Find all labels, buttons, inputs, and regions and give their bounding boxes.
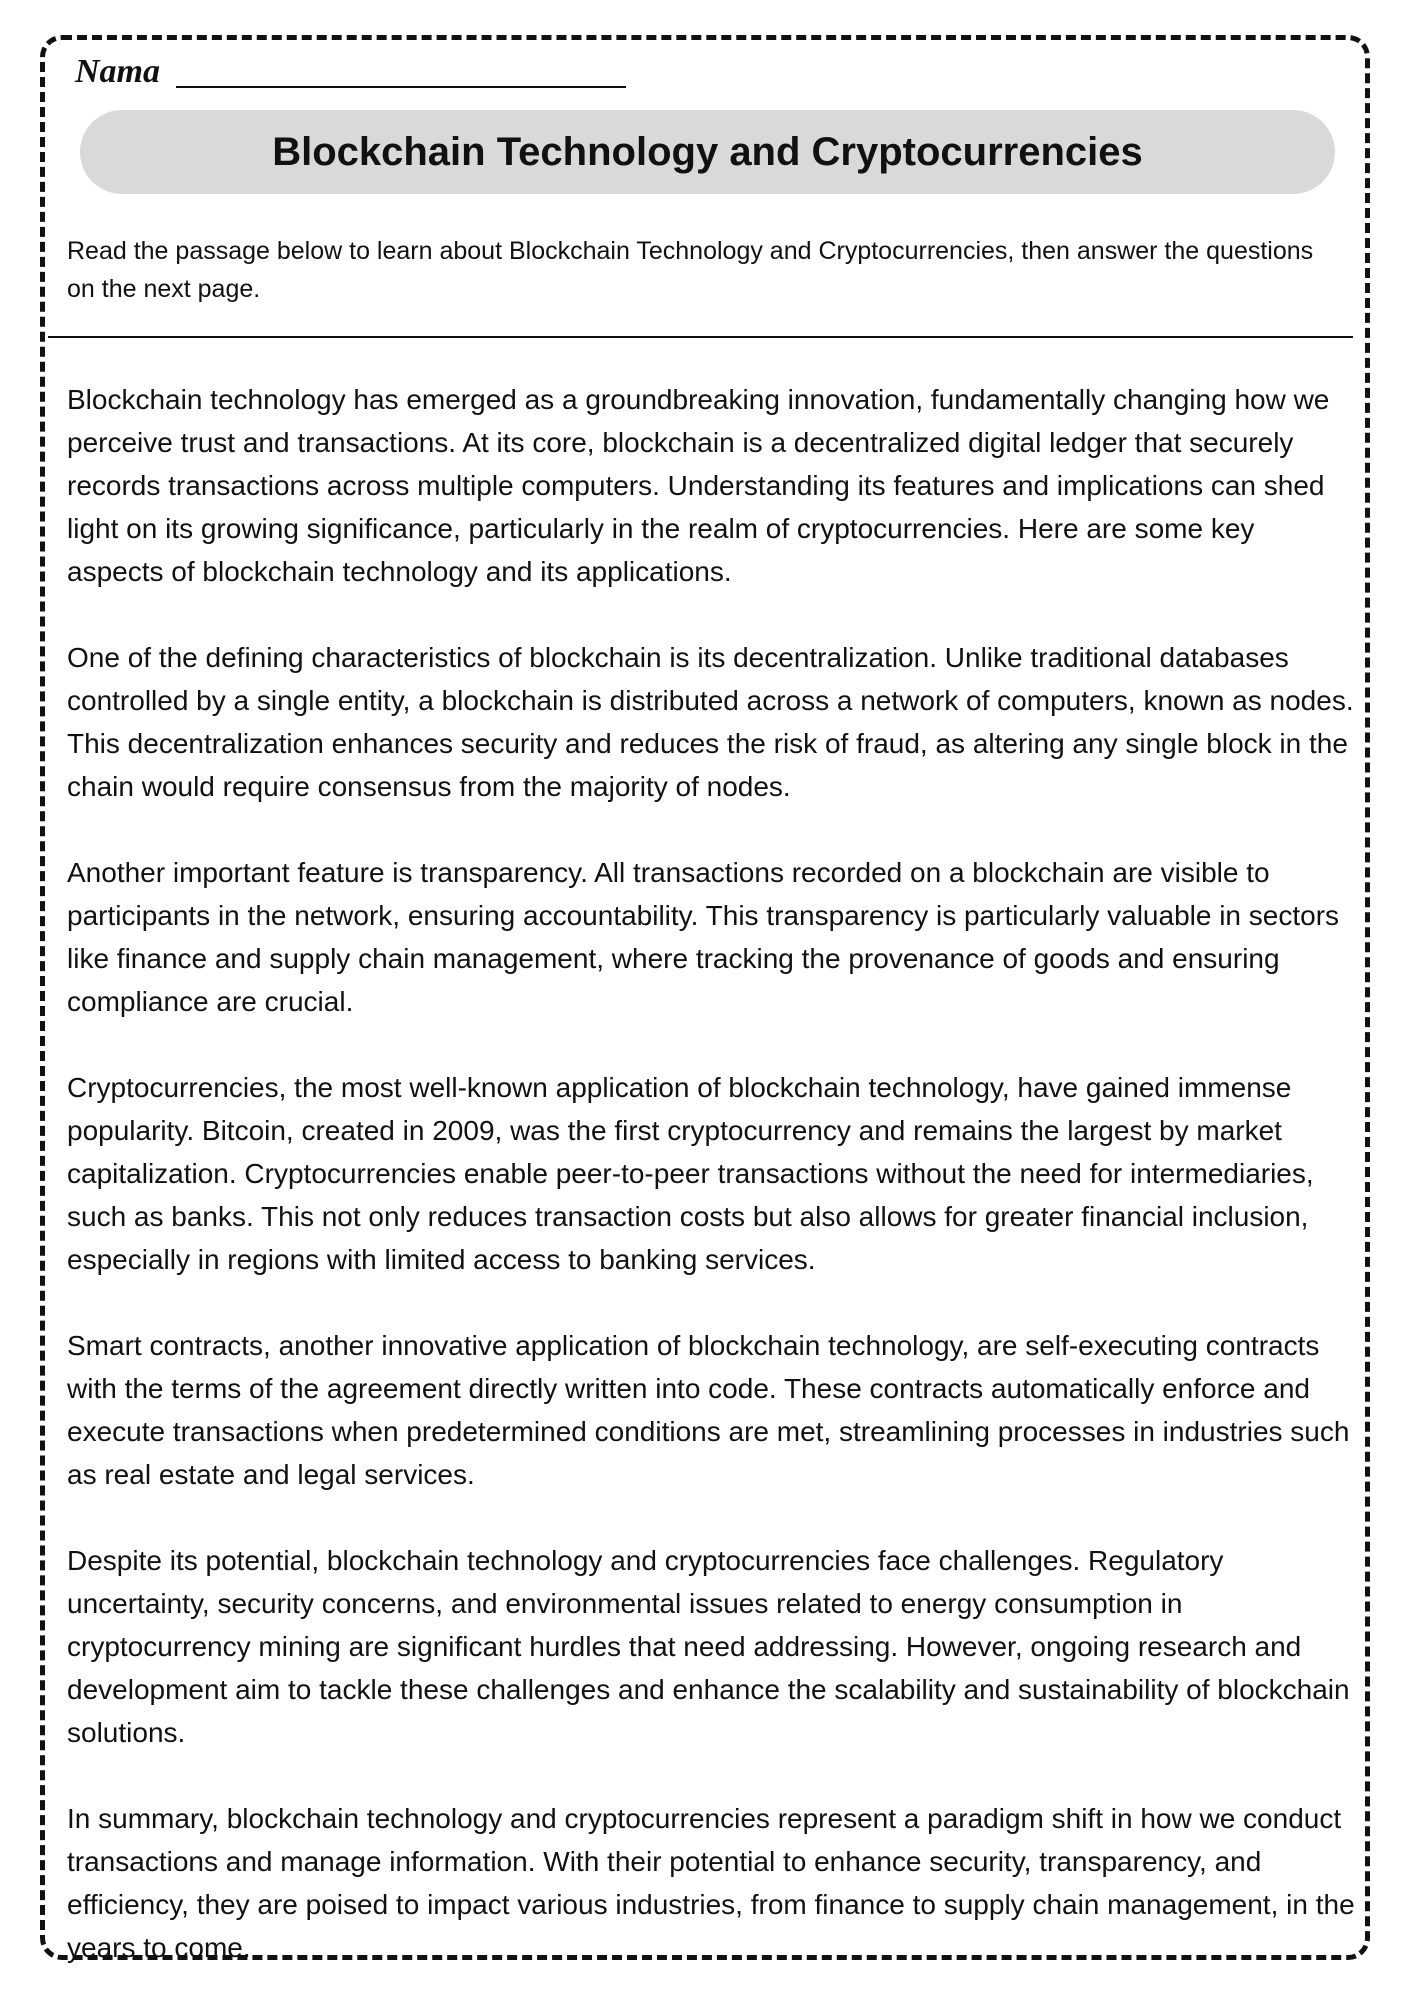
name-field-line[interactable] — [176, 86, 626, 88]
title-banner — [80, 110, 1335, 194]
passage-paragraph: Smart contracts, another innovative application of blockchain technology, are self-executing contracts with the terms of the agreement directly written into code. These contracts automatically enforce and execute transactions when predetermined conditions are met, streamlining processes in industries such as real estate and legal services. — [67, 1330, 1350, 1490]
reading-passage — [67, 378, 1357, 2012]
passage-paragraph: One of the defining characteristics of blockchain is its decentralization. Unlike traditional databases controlled by a single entity, a blockchain is distributed across a network of computers, known as nodes. This decentralization enhances security and reduces the risk of fraud, as altering any single block in the chain would require consensus from the majority of nodes. — [67, 642, 1354, 802]
passage-paragraph: In summary, blockchain technology and cryptocurrencies represent a paradigm shift in how we conduct transactions and manage information. With their potential to enhance security, transparency, and efficiency, they are poised to impact various industries, from finance to supply chain management, in the years to come. — [67, 1803, 1355, 1963]
name-label: Nama — [75, 53, 160, 90]
passage-paragraph: Cryptocurrencies, the most well-known application of blockchain technology, have gained immense popularity. Bitcoin, created in 2009, was the first cryptocurrency and remains the largest by market capitalization. Cryptocurrencies enable peer-to-peer transactions without the need for intermediaries, such as banks. This not only reduces transaction costs but also allows for greater financial inclusion, especially in regions with limited access to banking services. — [67, 1072, 1314, 1275]
section-divider — [48, 336, 1353, 338]
instructions-text: Read the passage below to learn about Blockchain Technology and Cryptocurrencies, then answer the questions on the next page. — [67, 237, 1314, 303]
passage-paragraph: Another important feature is transparency. All transactions recorded on a blockchain are visible to participants in the network, ensuring accountability. This transparency is particularly valuable in sectors like finance and supply chain management, where tracking the provenance of goods and ensuring compliance are crucial. — [67, 857, 1340, 1017]
passage-paragraph: Blockchain technology has emerged as a groundbreaking innovation, fundamentally changing how we perceive trust and transactions. At its core, blockchain is a decentralized digital ledger that securely records transactions across multiple computers. Understanding its features and implications can shed light on its growing significance, particularly in the realm of cryptocurrencies. Here are some key aspects of blockchain technology and its applications. — [67, 384, 1330, 587]
worksheet-title: Blockchain Technology and Cryptocurrencies — [272, 130, 1143, 174]
passage-paragraph: Despite its potential, blockchain technology and cryptocurrencies face challenges. Regulatory uncertainty, security concerns, and environmental issues related to energy consumption in cryptocurrency mining are significant hurdles that need addressing. However, ongoing research and development aim to tackle these challenges and enhance the scalability and sustainability of blockchain solutions. — [67, 1545, 1350, 1748]
name-row — [75, 42, 626, 92]
